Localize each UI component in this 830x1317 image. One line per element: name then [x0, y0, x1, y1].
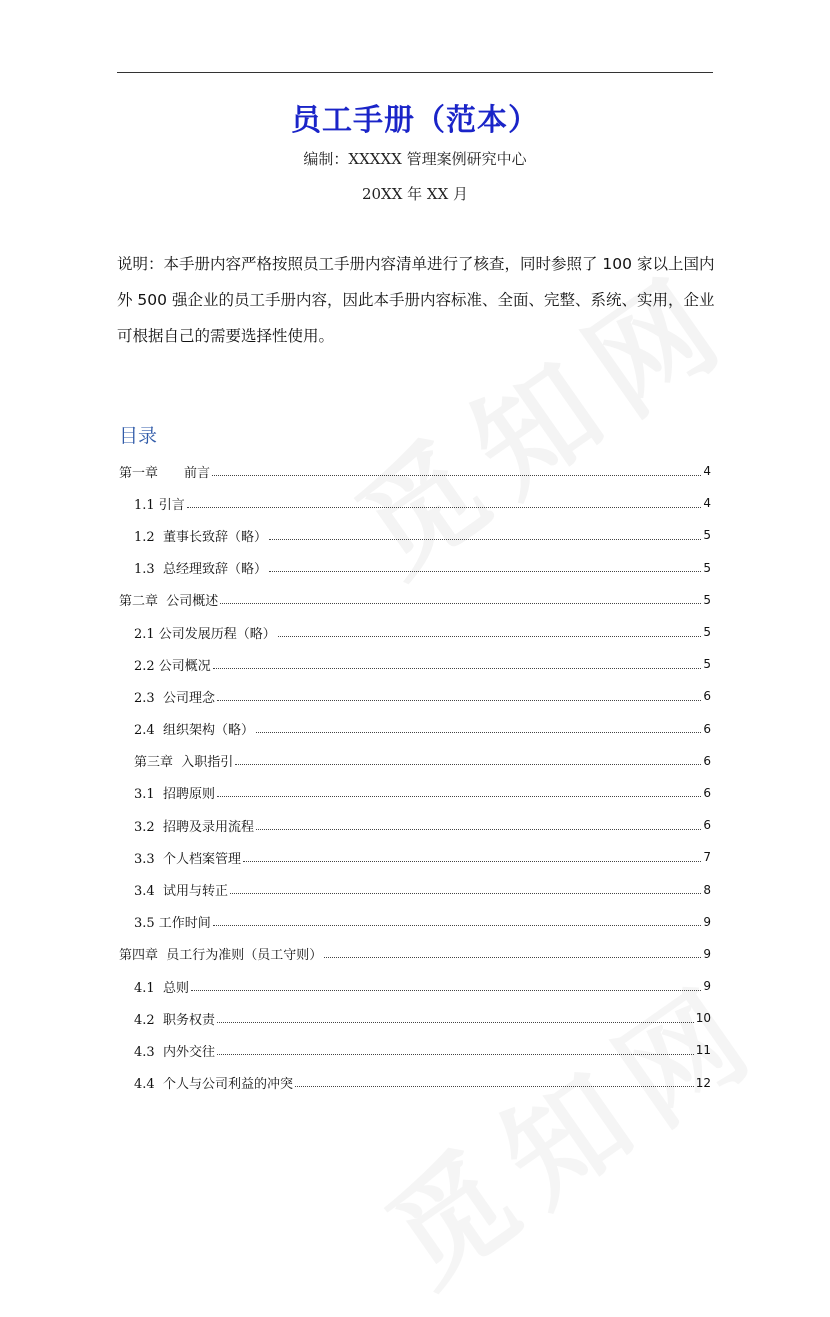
- toc-entry-page: 4: [703, 464, 711, 479]
- toc-entry[interactable]: [119, 1002, 711, 1034]
- toc-leader-dots: [278, 636, 702, 637]
- toc-entry[interactable]: [119, 584, 711, 616]
- toc-entry-page: 4: [703, 496, 711, 511]
- toc-entry[interactable]: [119, 713, 711, 745]
- toc-entry[interactable]: [119, 906, 711, 938]
- toc-entry-page: 6: [703, 753, 711, 768]
- toc-entry-title: 第三章 入职指引: [134, 755, 234, 771]
- toc-entry-title: 1.2 董事长致辞（略）: [134, 529, 267, 545]
- toc-entry[interactable]: [119, 970, 711, 1002]
- toc-entry[interactable]: [119, 841, 711, 873]
- toc-entry-page: 6: [703, 721, 711, 736]
- toc-entry-page: 5: [703, 592, 711, 607]
- toc-entry-page: 7: [703, 850, 711, 865]
- toc-entry-title: 第二章 公司概述: [119, 594, 219, 610]
- toc-leader-dots: [324, 957, 701, 958]
- toc-entry[interactable]: [119, 552, 711, 584]
- toc-leader-dots: [187, 507, 702, 508]
- toc-entry-title: 4.2 职务权责: [134, 1012, 215, 1028]
- toc-leader-dots: [217, 796, 701, 797]
- toc-entry-page: 12: [695, 1075, 711, 1090]
- toc-entry[interactable]: [119, 1067, 711, 1099]
- toc-leader-dots: [295, 1086, 694, 1087]
- toc-entry-title: 3.1 招聘原则: [134, 787, 215, 803]
- table-of-contents: [119, 455, 711, 1099]
- toc-entry-title: 4.3 内外交往: [134, 1044, 215, 1060]
- toc-leader-dots: [217, 1022, 694, 1023]
- toc-entry-title: 第四章 员工行为准则（员工守则）: [119, 948, 323, 964]
- toc-entry-page: 10: [695, 1011, 711, 1026]
- compiler-line: 编制：XXXXX 管理案例研究中心: [303, 150, 527, 168]
- toc-entry-page: 9: [703, 979, 711, 994]
- toc-entry-page: 6: [703, 818, 711, 833]
- toc-leader-dots: [220, 603, 701, 604]
- toc-entry[interactable]: [119, 1034, 711, 1066]
- toc-entry[interactable]: [119, 680, 711, 712]
- toc-entry-title: 1.3 总经理致辞（略）: [134, 562, 267, 578]
- toc-entry[interactable]: [119, 648, 711, 680]
- toc-entry-title: 4.4 个人与公司利益的冲突: [134, 1077, 293, 1093]
- toc-leader-dots: [217, 1054, 694, 1055]
- toc-entry-page: 5: [703, 657, 711, 672]
- toc-leader-dots: [191, 990, 701, 991]
- toc-entry-page: 5: [703, 528, 711, 543]
- toc-entry[interactable]: [119, 455, 711, 487]
- toc-entry-title: 2.4 组织架构（略）: [134, 723, 254, 739]
- toc-entry-page: 9: [703, 914, 711, 929]
- toc-entry-page: 6: [703, 689, 711, 704]
- toc-entry-title: 4.1 总则: [134, 980, 189, 996]
- page-title: 员工手册（范本）: [291, 103, 539, 138]
- toc-heading: 目录: [119, 425, 158, 447]
- toc-leader-dots: [269, 571, 701, 572]
- toc-leader-dots: [256, 829, 701, 830]
- toc-entry[interactable]: [119, 938, 711, 970]
- toc-leader-dots: [243, 861, 701, 862]
- toc-leader-dots: [230, 893, 701, 894]
- toc-leader-dots: [256, 732, 701, 733]
- toc-entry-page: 6: [703, 785, 711, 800]
- toc-entry-page: 9: [703, 946, 711, 961]
- toc-leader-dots: [235, 764, 701, 765]
- toc-entry[interactable]: [119, 487, 711, 519]
- toc-entry-page: 5: [703, 560, 711, 575]
- toc-entry-page: 8: [703, 882, 711, 897]
- toc-entry[interactable]: [119, 809, 711, 841]
- date-line: 20XX 年 XX 月: [361, 185, 469, 203]
- toc-entry-title: 2.3 公司理念: [134, 690, 215, 706]
- toc-leader-dots: [217, 700, 701, 701]
- toc-entry-title: 3.4 试用与转正: [134, 884, 228, 900]
- toc-entry[interactable]: [119, 519, 711, 551]
- toc-entry-title: 3.2 招聘及录用流程: [134, 819, 254, 835]
- toc-leader-dots: [212, 475, 701, 476]
- toc-leader-dots: [269, 539, 701, 540]
- toc-entry-title: 2.2 公司概况: [134, 658, 211, 674]
- toc-entry-title: 2.1 公司发展历程（略）: [134, 626, 276, 642]
- toc-entry[interactable]: [119, 745, 711, 777]
- toc-entry-title: 3.5 工作时间: [134, 916, 211, 932]
- header-rule: [117, 72, 713, 73]
- toc-entry-title: 3.3 个人档案管理: [134, 851, 241, 867]
- intro-paragraph: 说明：本手册内容严格按照员工手册内容清单进行了核查，同时参照了 100 家以上国内外 500 强企业的员工手册内容，因此本手册内容标准、全面、完整、系统、实用，企业可根据自己的需要选择性使用。: [117, 255, 715, 345]
- toc-entry[interactable]: [119, 873, 711, 905]
- toc-entry-page: 5: [703, 625, 711, 640]
- toc-entry-page: 11: [695, 1043, 711, 1058]
- toc-entry[interactable]: [119, 777, 711, 809]
- toc-entry-title: 1.1 引言: [134, 497, 185, 513]
- toc-leader-dots: [213, 925, 702, 926]
- toc-entry-title: 第一章 前言: [119, 465, 211, 481]
- toc-leader-dots: [213, 668, 702, 669]
- toc-entry[interactable]: [119, 616, 711, 648]
